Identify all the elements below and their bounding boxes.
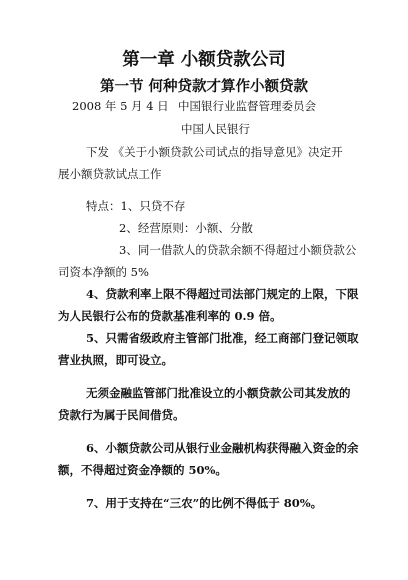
rule-item-6-line-1: 6、小额贷款公司从银行业金融机构获得融入资金的余 xyxy=(86,441,359,455)
issuer-pboc: 中国人民银行 xyxy=(181,122,250,136)
section-title: 第一节 何种贷款才算作小额贷款 xyxy=(99,79,309,95)
feature-item-2: 2、经营原则：小额、分散 xyxy=(119,221,253,235)
chapter-title: 第一章 小额贷款公司 xyxy=(122,50,286,70)
issue-line-1: 下发 《关于小额贷款公司试点的指导意见》决定开 xyxy=(86,145,343,159)
issuer-cbrc: 中国银行业监督管理委员会 xyxy=(178,99,316,113)
rule-item-4-line-1: 4、贷款利率上限不得超过司法部门规定的上限，下限 xyxy=(86,287,359,301)
rule-item-7: 7、用于支持在“三农”的比例不得低于 80%。 xyxy=(86,496,323,510)
issue-line-2: 展小额贷款试点工作 xyxy=(58,167,162,181)
rule-item-4-line-2: 为人民银行公布的贷款基准利率的 0.9 倍。 xyxy=(58,309,282,323)
feature-item-3-line-1: 3、同一借款人的贷款余额不得超过小额贷款公 xyxy=(119,243,357,257)
rule-item-5-line-2: 营业执照，即可设立。 xyxy=(58,353,173,367)
rule-item-5-line-1: 5、只需省级政府主管部门批准，经工商部门登记领取 xyxy=(86,331,359,345)
issue-date: 2008 年 5 月 4 日 xyxy=(72,99,169,113)
note-line-1: 无须金融监管部门批准设立的小额贷款公司其发放的 xyxy=(86,386,351,400)
rule-item-6-line-2: 额，不得超过资金净额的 50%。 xyxy=(58,463,227,477)
feature-item-1: 特点：1、只贷不存 xyxy=(86,199,186,213)
note-line-2: 贷款行为属于民间借贷。 xyxy=(58,408,185,422)
feature-item-3-line-2: 司资本净额的 5% xyxy=(58,265,149,279)
